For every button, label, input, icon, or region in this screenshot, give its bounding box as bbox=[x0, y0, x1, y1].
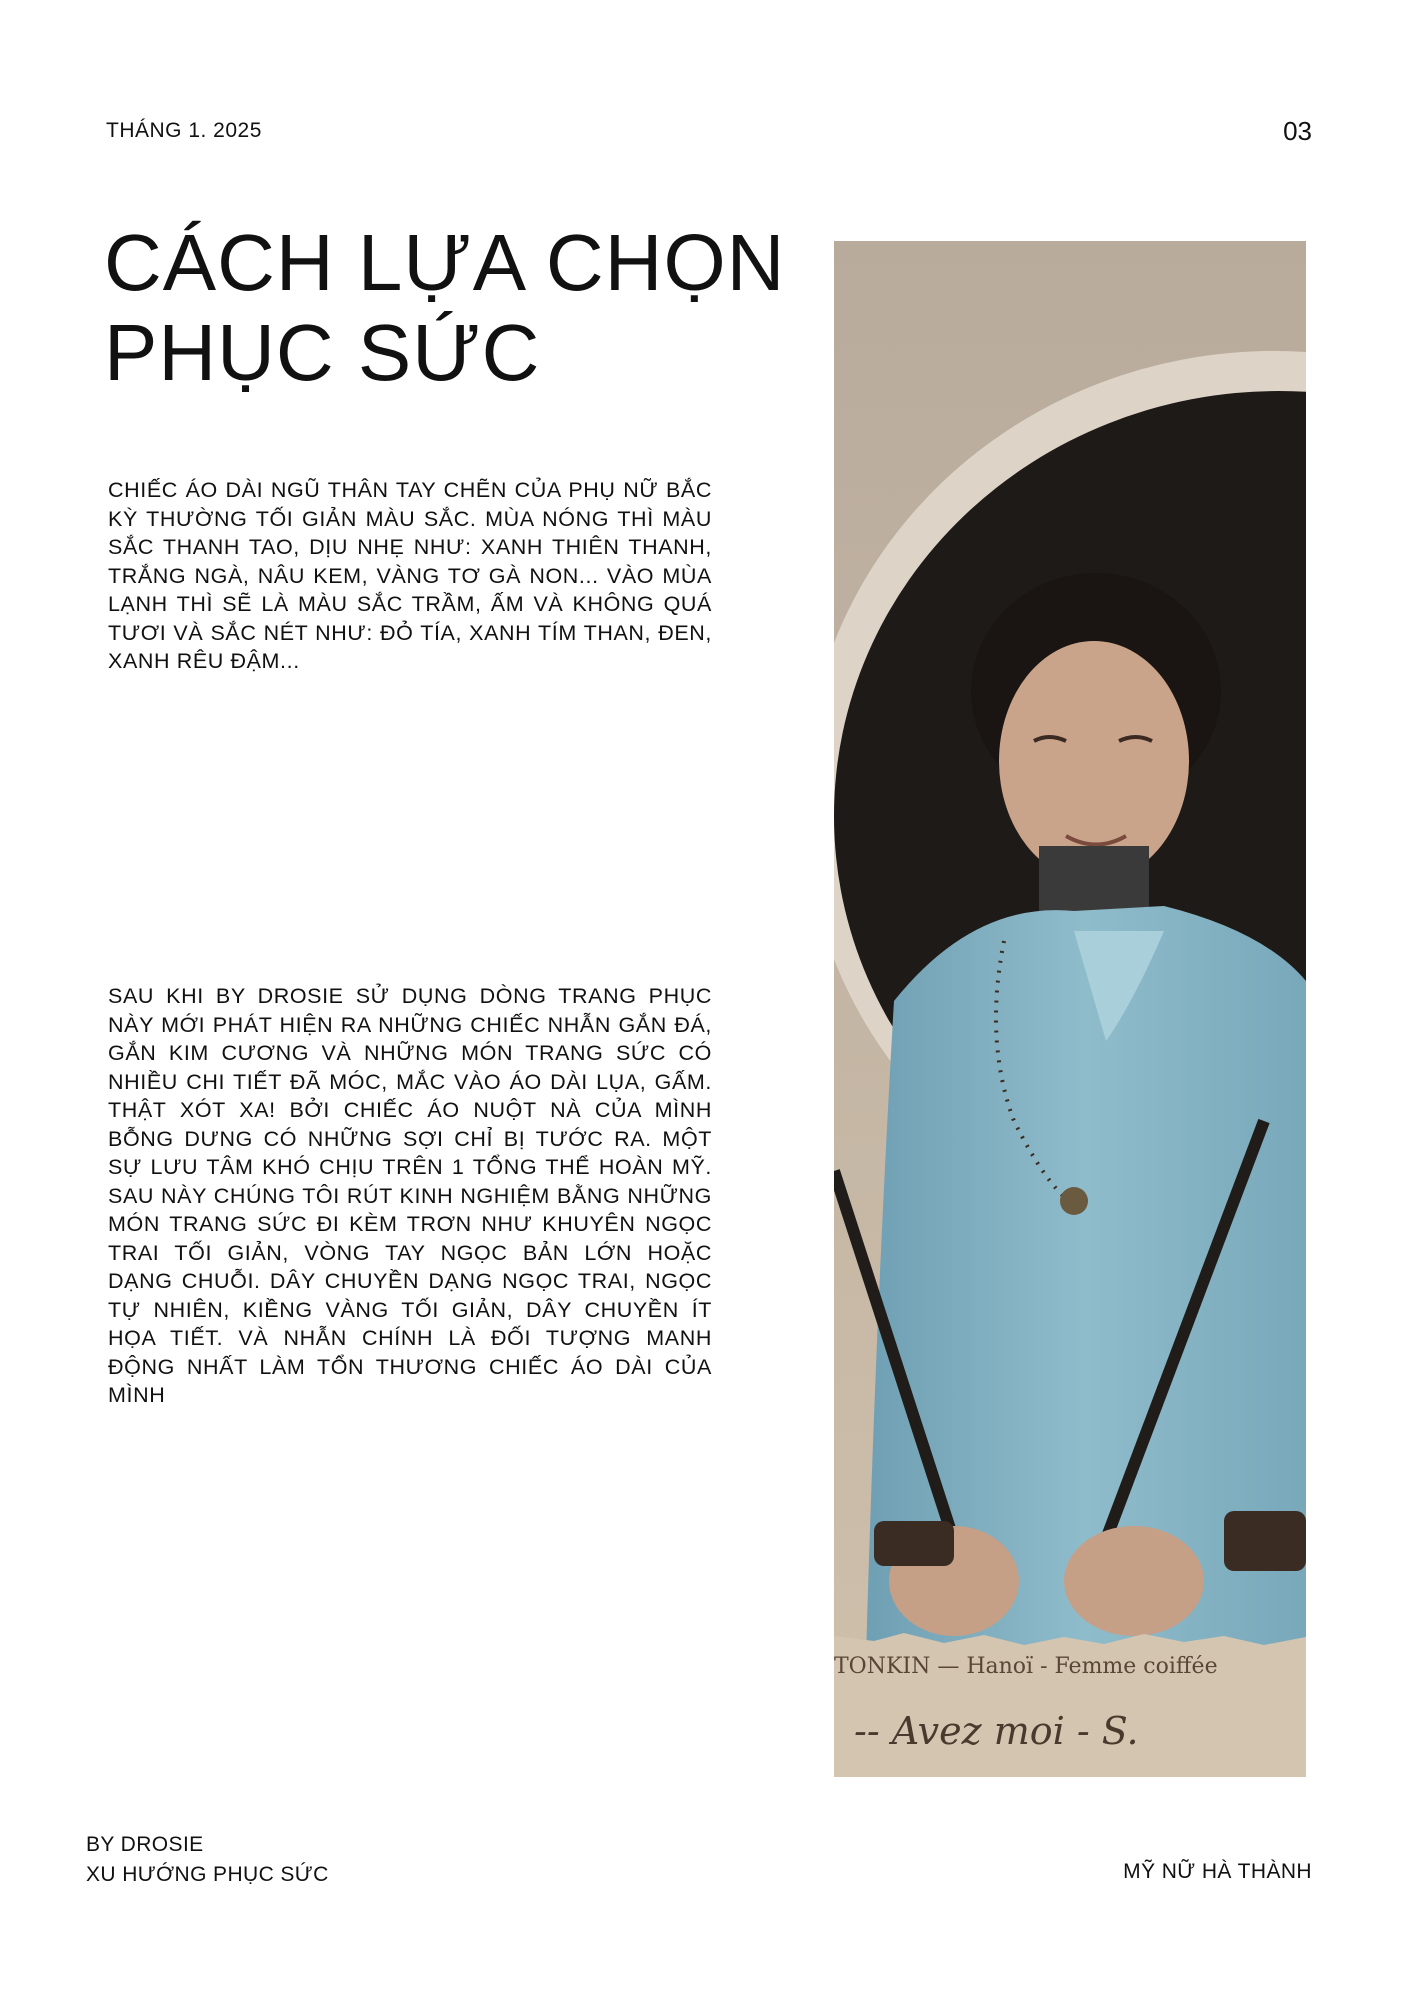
footer-magazine: MỸ NỮ HÀ THÀNH bbox=[1123, 1860, 1312, 1883]
article-paragraph-1: CHIẾC ÁO DÀI NGŨ THÂN TAY CHẼN CỦA PHỤ NỮ BẮC KỲ THƯỜNG TỐI GIẢN MÀU SẮC. MÙA NÓNG THÌ MÀU SẮC THANH TAO, DỊU NHẸ NHƯ: XANH THIÊN THANH, TRẮNG NGÀ, NÂU KEM, VÀNG TƠ GÀ NON... VÀO MÙA LẠNH THÌ SẼ LÀ MÀU SẮC TRẦM, ẤM VÀ KHÔNG QUÁ TƯƠI VÀ SẮC NÉT NHƯ: ĐỎ TÍA, XANH TÍM THAN, ĐEN, XANH RÊU ĐẬM... bbox=[108, 478, 712, 673]
right-hand bbox=[1064, 1526, 1204, 1636]
footer-section: XU HƯỚNG PHỤC SỨC bbox=[86, 1863, 329, 1886]
title-line-1: CÁCH LỰA CHỌN bbox=[104, 218, 786, 307]
header-date: THÁNG 1. 2025 bbox=[106, 119, 262, 142]
vintage-photo bbox=[834, 241, 1306, 1777]
footer-brand: BY DROSIE bbox=[86, 1833, 204, 1856]
photo-caption: TONKIN — Hanoï - Femme coiffée bbox=[834, 1654, 1218, 1679]
photo-handwriting: -- Avez moi - S. bbox=[854, 1709, 1139, 1753]
footer-left bbox=[86, 1830, 329, 1890]
bracelet-right bbox=[1224, 1511, 1306, 1571]
article-title bbox=[104, 218, 804, 398]
title-line-2: PHỤC SỨC bbox=[104, 308, 541, 397]
bracelet-left bbox=[874, 1521, 954, 1566]
page-number: 03 bbox=[1283, 116, 1312, 146]
pendant bbox=[1060, 1187, 1088, 1215]
portrait-illustration bbox=[834, 241, 1306, 1777]
article-paragraph-2: SAU KHI BY DROSIE SỬ DỤNG DÒNG TRANG PHỤC NÀY MỚI PHÁT HIỆN RA NHỮNG CHIẾC NHẪN GẮN ĐÁ, GẮN KIM CƯƠNG VÀ NHỮNG MÓN TRANG SỨC CÓ NHIỀU CHI TIẾT ĐÃ MÓC, MẮC VÀO ÁO DÀI LỤA, GẤM. THẬT XÓT XA! BỞI CHIẾC ÁO NUỘT NÀ CỦA MÌNH BỖNG DƯNG CÓ NHỮNG SỢI CHỈ BỊ TƯỚC RA. MỘT SỰ LƯU TÂM KHÓ CHỊU TRÊN 1 TỔNG THỂ HOÀN MỸ. SAU NÀY CHÚNG TÔI RÚT KINH NGHIỆM BẰNG NHỮNG MÓN TRANG SỨC ĐI KÈM TRƠN NHƯ KHUYÊN NGỌC TRAI TỐI GIẢN, VÒNG TAY NGỌC BẢN LỚN HOẶC DẠNG CHUỖI. DÂY CHUYỀN DẠNG NGỌC TRAI, NGỌC TỰ NHIÊN, KIỀNG VÀNG TỐI GIẢN, DÂY CHUYỀN ÍT HỌA TIẾT. VÀ NHẪN CHÍNH LÀ ĐỐI TƯỢNG MANH ĐỘNG NHẤT LÀM TỔN THƯƠNG CHIẾC ÁO DÀI CỦA MÌNH bbox=[108, 984, 712, 1407]
